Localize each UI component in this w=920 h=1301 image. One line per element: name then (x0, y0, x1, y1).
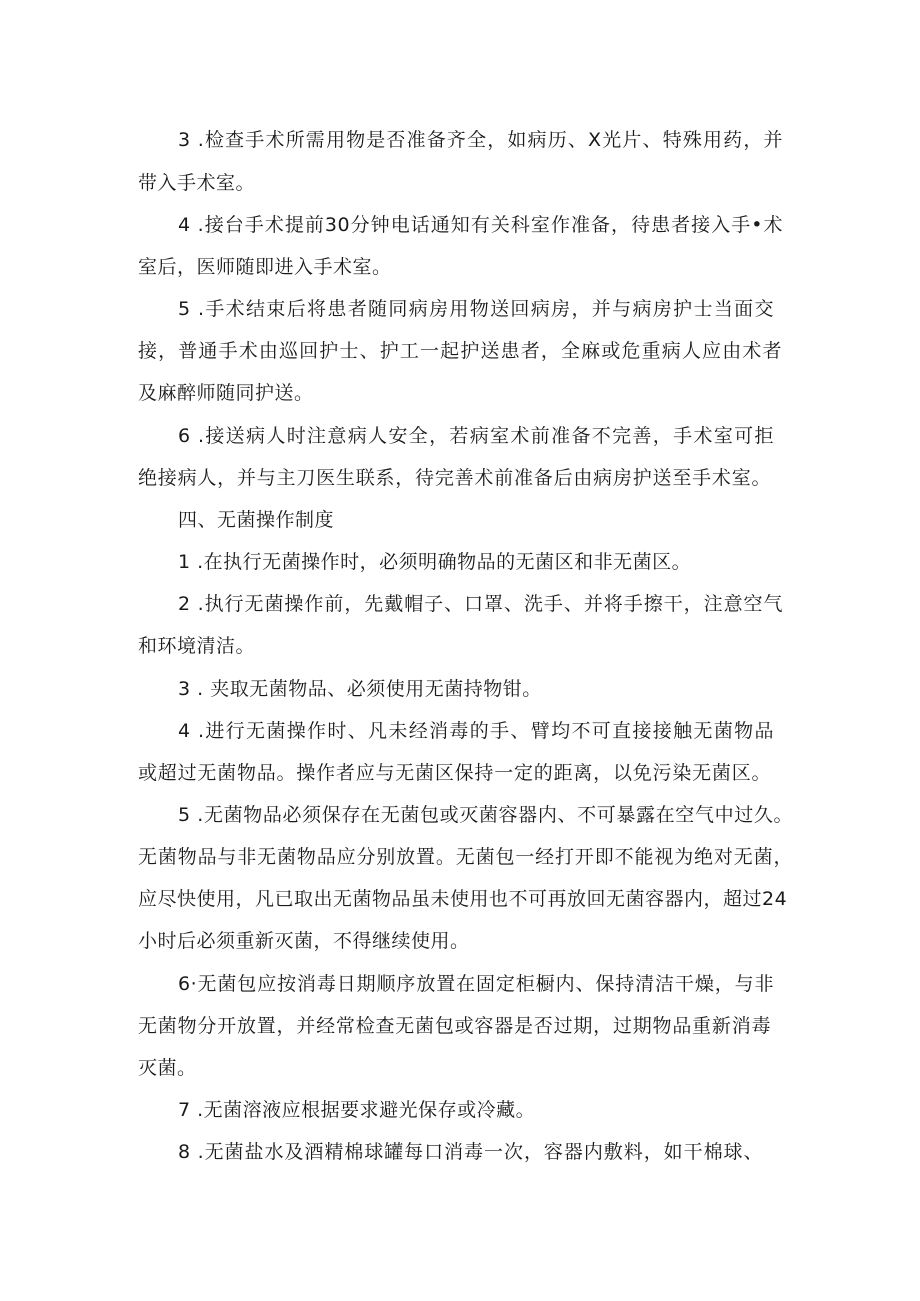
text-line: 无菌物分开放置，并经常检查无菌包或容器是否过期，过期物品重新消毒 (138, 1015, 771, 1037)
text-line: 无菌物品与非无菌物品应分别放置。无菌包一经打开即不能视为绝对无菌， (138, 846, 793, 868)
text-line: 3 .检查手术所需用物是否准备齐全，如病历、X光片、特殊用药，并 (178, 129, 783, 151)
text-line: 6 .接送病人时注意病人安全，若病室术前准备不完善，手术室可拒 (178, 425, 774, 447)
text-line: 7 .无菌溶液应根据要求避光保存或冷藏。 (178, 1099, 536, 1121)
text-line: 5 .手术结束后将患者随同病房用物送回病房，并与病房护士当面交 (178, 298, 774, 320)
text-line: 绝接病人，并与主刀医生联系，待完善术前准备后由病房护送至手术室。 (138, 467, 771, 489)
text-line: 4 .接台手术提前30分钟电话通知有关科室作准备，待患者接入手•术 (178, 214, 783, 236)
text-line: 8 .无菌盐水及酒精棉球罐每口消毒一次，容器内敷料，如干棉球、 (178, 1141, 763, 1163)
text-line: 5 .无菌物品必须保存在无菌包或灭菌容器内、不可暴露在空气中过久。 (178, 804, 793, 826)
text-line: 4 .进行无菌操作时、凡未经消毒的手、臂均不可直接接触无菌物品 (178, 720, 774, 742)
text-line: 或超过无菌物品。操作者应与无菌区保持一定的距离，以免污染无菌区。 (138, 762, 771, 784)
text-line: 6·无菌包应按消毒日期顺序放置在固定柜橱内、保持清洁干燥，与非 (178, 973, 774, 995)
text-line: 1 .在执行无菌操作时，必须明确物品的无菌区和非无菌区。 (178, 551, 692, 573)
text-line: 灭菌。 (138, 1057, 197, 1079)
text-line: 及麻醉师随同护送。 (138, 382, 314, 404)
section-heading: 四、无菌操作制度 (178, 509, 335, 531)
text-line: 小时后必须重新灭菌，不得继续使用。 (138, 930, 470, 952)
text-line: 接，普通手术由巡回护士、护工一起护送患者，全麻或危重病人应由术者 (138, 340, 782, 362)
text-line: 室后，医师随即进入手术室。 (138, 256, 392, 278)
text-line: 带入手术室。 (138, 172, 256, 194)
text-line: 和环境清洁。 (138, 635, 256, 657)
text-line: 3 . 夹取无菌物品、必须使用无菌持物钳。 (178, 678, 542, 700)
text-line: 2 .执行无菌操作前，先戴帽子、口罩、洗手、并将手擦干，注意空气 (178, 593, 783, 615)
text-line: 应尽快使用，凡已取出无菌物品虽未使用也不可再放回无菌容器内，超过24 (138, 888, 788, 910)
